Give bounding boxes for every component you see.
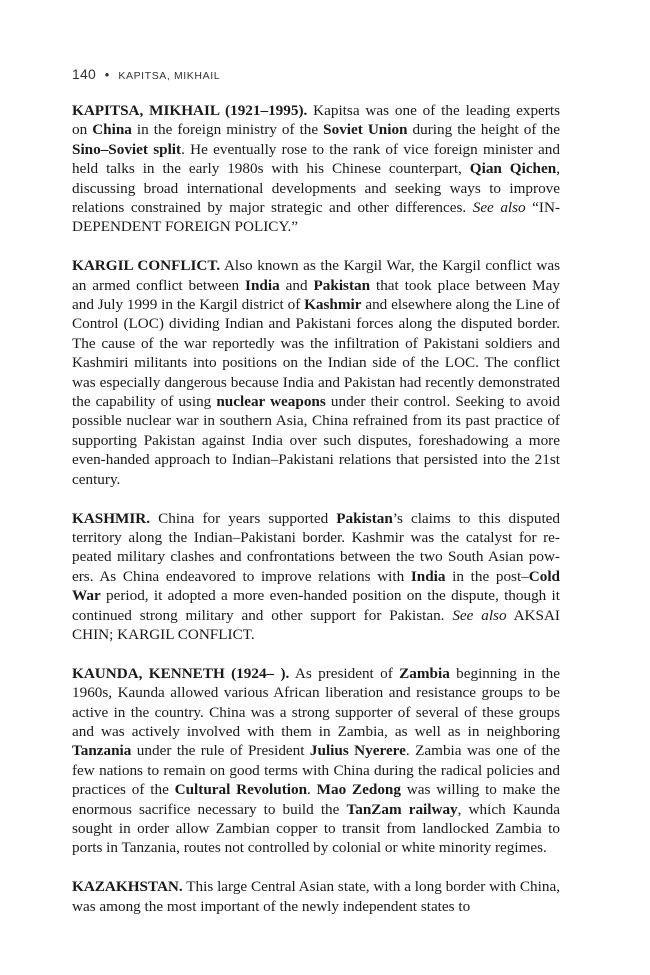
bold-term: Cold War bbox=[72, 567, 560, 605]
entry-text: . Zambia was one of the few nations to remain on good terms with China during the radical policies and practices of the bbox=[72, 742, 561, 799]
entry-text: , discussing broad international developments and seeking ways to improve relations constrained by major strategic and other differences. bbox=[72, 160, 560, 217]
entry-text: AKSAI CHIN; KARGIL CONFLICT. bbox=[72, 606, 560, 643]
entry-text: Also known as the Kargil War, the Kargil conflict was an armed conflict between bbox=[72, 257, 560, 294]
entry-text: in the post– bbox=[445, 567, 529, 585]
bold-term: Soviet Union bbox=[323, 121, 408, 139]
bold-term: Pakistan bbox=[336, 509, 393, 527]
bold-term: KARGIL CONFLICT. bbox=[72, 257, 221, 275]
bold-term: nuclear weapons bbox=[216, 393, 326, 411]
bold-term: Tanzania bbox=[72, 742, 132, 760]
entry-kargil-conflict bbox=[72, 256, 560, 489]
entry-text: . bbox=[307, 781, 317, 799]
entry-text: and elsewhere along the Line of Control (LOC) dividing Indian and Pakistani forces along the disputed border. The cause of the war reportedly was the infiltration of Pakistani soldiers and Kashmiri militants into positions on the Indian side of the LOC. The conflict was especially dangerous because India and Pakistan had recently demonstrated the capability of using bbox=[72, 296, 560, 411]
bold-term: TanZam railway bbox=[346, 800, 458, 818]
entry-kashmir bbox=[72, 509, 560, 645]
entry-text: and bbox=[279, 276, 314, 294]
bold-term: Cultural Revolution bbox=[174, 781, 308, 799]
bold-term: India bbox=[245, 276, 280, 294]
entry-text: during the height of the bbox=[407, 121, 561, 139]
entry-kazakhstan bbox=[72, 877, 560, 916]
bullet-separator: • bbox=[104, 67, 110, 82]
bold-term: India bbox=[410, 567, 446, 585]
entry-text: under their control. Seeking to avoid possible nuclear war in southern Asia, China refrained from its past practice of supporting Pakistan against India over such disputes, foreshadowing a more even-handed approach to Indian–Pakistani relations that persisted into the 21st century. bbox=[72, 393, 561, 488]
running-head-title: KAPITSA, MIKHAIL bbox=[118, 70, 221, 82]
page-body bbox=[72, 101, 560, 935]
bold-term: Kashmir bbox=[304, 296, 362, 314]
bold-term: Mao Zedong bbox=[316, 781, 401, 799]
entry-text: , which Kaunda sought in order allow Zambian copper to transit from landlocked Zambia to ports in Tanzania, routes not controlled by colonial or white minority regimes. bbox=[72, 800, 560, 857]
entry-kaunda bbox=[72, 664, 560, 858]
running-head bbox=[72, 66, 220, 82]
entry-text: under the rule of President bbox=[131, 742, 310, 760]
bold-term: KASHMIR. bbox=[72, 509, 151, 527]
entry-text: was willing to make the enormous sacrifice necessary to build the bbox=[72, 781, 560, 818]
bold-term: Qian Qichen bbox=[469, 160, 557, 178]
bold-term: Pakistan bbox=[313, 276, 371, 294]
bold-term: KAZAKHSTAN. bbox=[72, 878, 183, 896]
entry-text: that took place between May and July 1999 in the Kargil district of bbox=[72, 276, 561, 314]
bold-term: KAUNDA, KENNETH (1924– ). bbox=[72, 664, 290, 682]
entry-text: beginning in the 1960s, Kaunda allowed various African liberation and resistance groups to be active in the country. China was a strong supporter of several of these groups and was actively involved with them in Zambia, as well as in neighboring bbox=[72, 664, 560, 740]
page-number: 140 bbox=[72, 66, 96, 82]
entry-text: Kapitsa was one of the leading experts on bbox=[72, 102, 560, 139]
bold-term: China bbox=[92, 121, 132, 139]
entry-text: China for years supported bbox=[150, 509, 337, 527]
entry-kapitsa bbox=[72, 101, 560, 237]
bold-term: Julius Nyerere bbox=[309, 742, 406, 760]
entry-text: As president of bbox=[289, 664, 400, 682]
italic-text: See also bbox=[452, 606, 507, 624]
italic-text: See also bbox=[472, 199, 526, 217]
entry-text: “IN-DEPENDENT FOREIGN POLICY.” bbox=[72, 199, 561, 236]
entry-text: period, it adopted a more even-handed position on the dispute, though it continued strong military and other support for Pakistan. bbox=[72, 587, 560, 624]
bold-term: Zambia bbox=[399, 664, 450, 682]
entry-text: in the foreign ministry of the bbox=[131, 121, 324, 139]
entry-text: This large Central Asian state, with a long border with China, was among the most important of the newly independent states to bbox=[72, 878, 560, 915]
entry-text: . He eventually rose to the rank of vice foreign minister and held talks in the early 1980s with his Chinese counterpart, bbox=[72, 140, 560, 178]
entry-text: ’s claims to this disputed territory along the Indian–Pakistani border. Kashmir was the catalyst for re-peated military clashes and confrontations between the two South Asian pow-ers. As China endeavored to improve relations with bbox=[72, 509, 560, 585]
bold-term: Sino–Soviet split bbox=[72, 140, 182, 158]
bold-term: KAPITSA, MIKHAIL (1921–1995). bbox=[72, 102, 308, 119]
